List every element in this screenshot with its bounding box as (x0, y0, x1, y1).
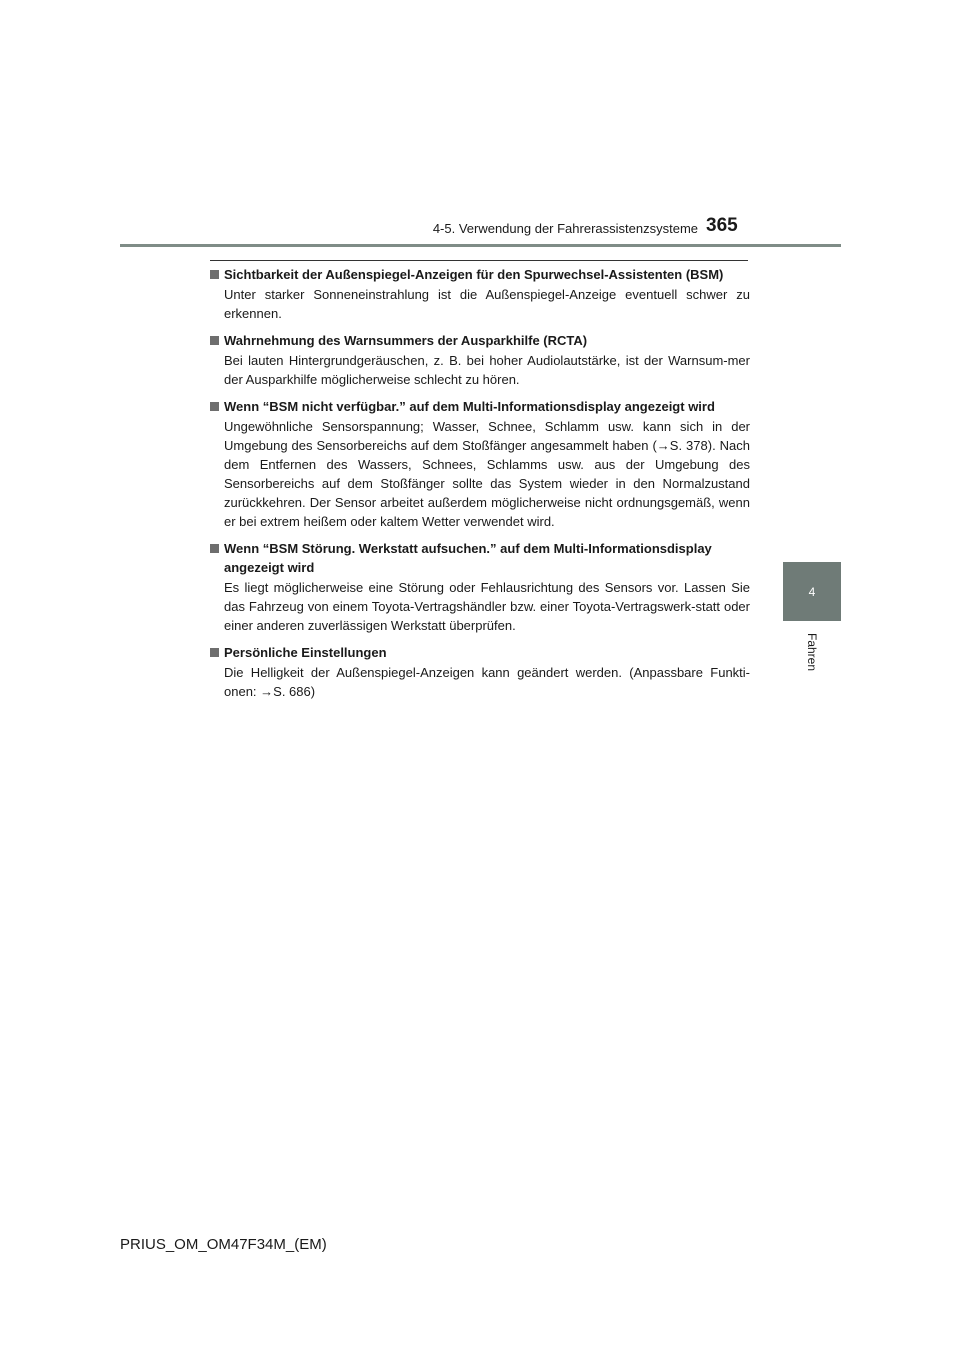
chapter-number: 4 (808, 584, 816, 599)
note-heading-text: Wahrnehmung des Warnsummers der Ausparkhilfe (RCTA) (224, 333, 588, 348)
note-heading (210, 539, 750, 577)
note-heading (210, 397, 750, 416)
section-title: 4-5. Verwendung der Fahrerassistenzsysteme (432, 221, 698, 236)
square-bullet-icon (210, 648, 219, 657)
notes-section (210, 265, 750, 709)
chapter-tab (783, 562, 841, 621)
header-divider (120, 244, 841, 247)
note-heading (210, 331, 750, 350)
note-heading (210, 643, 750, 662)
note-body: Unter starker Sonneneinstrahlung ist die Außenspiegel-Anzeige eventuell schwer zu erkennen. (224, 287, 750, 321)
note-heading (210, 265, 750, 284)
document-code: PRIUS_OM_OM47F34M_(EM) (120, 1236, 327, 1253)
note-body: Ungewöhnliche Sensorspannung; Wasser, Schnee, Schlamm usw. kann sich in der Umgebung des Sensorbereichs auf dem Stoßfänger angesammelt haben (→S. 378). Nach dem Entfernen des Wassers, Schnees, Schlamms usw. aus der Umgebung des Sensorbereichs auf dem Stoßfänger sollte das System wieder in den Normalzustand zurückkehren. Der Sensor arbeitet außerdem möglicherweise nicht ordnungsgemäß, wenn er bei extrem heißem oder kaltem Wetter verwendet wird. (224, 419, 750, 529)
note-item (210, 539, 750, 635)
note-body: Es liegt möglicherweise eine Störung oder Fehlausrichtung des Sensors vor. Lassen Sie das Fahrzeug von einem Toyota-Vertragshändler bzw. einer Toyota-Vertragswerk-statt oder einer anderen zuverlässigen Werkstatt überprüfen. (224, 580, 750, 633)
note-item (210, 397, 750, 531)
page-number: 365 (706, 215, 738, 236)
note-heading-text: Persönliche Einstellungen (224, 645, 387, 660)
note-body: Bei lauten Hintergrundgeräuschen, z. B. bei hoher Audiolautstärke, ist der Warnsum-mer der Ausparkhilfe möglicherweise schlecht zu hören. (224, 353, 750, 387)
square-bullet-icon (210, 270, 219, 279)
note-heading-text: Wenn “BSM Störung. Werkstatt aufsuchen.” auf dem Multi-Informationsdisplay angezeigt wird (224, 541, 712, 575)
note-heading-text: Sichtbarkeit der Außenspiegel-Anzeigen für den Spurwechsel-Assistenten (BSM) (224, 267, 724, 282)
note-item (210, 331, 750, 389)
chapter-label (802, 630, 822, 674)
chapter-label-text: Fahren (805, 632, 819, 672)
note-heading-text: Wenn “BSM nicht verfügbar.” auf dem Multi-Informationsdisplay angezeigt wird (224, 399, 715, 414)
section-divider (210, 260, 748, 261)
note-item (210, 643, 750, 701)
square-bullet-icon (210, 336, 219, 345)
square-bullet-icon (210, 544, 219, 553)
square-bullet-icon (210, 402, 219, 411)
note-body: Die Helligkeit der Außenspiegel-Anzeigen kann geändert werden. (Anpassbare Funkti-onen: →S. 686) (224, 665, 750, 699)
note-item (210, 265, 750, 323)
